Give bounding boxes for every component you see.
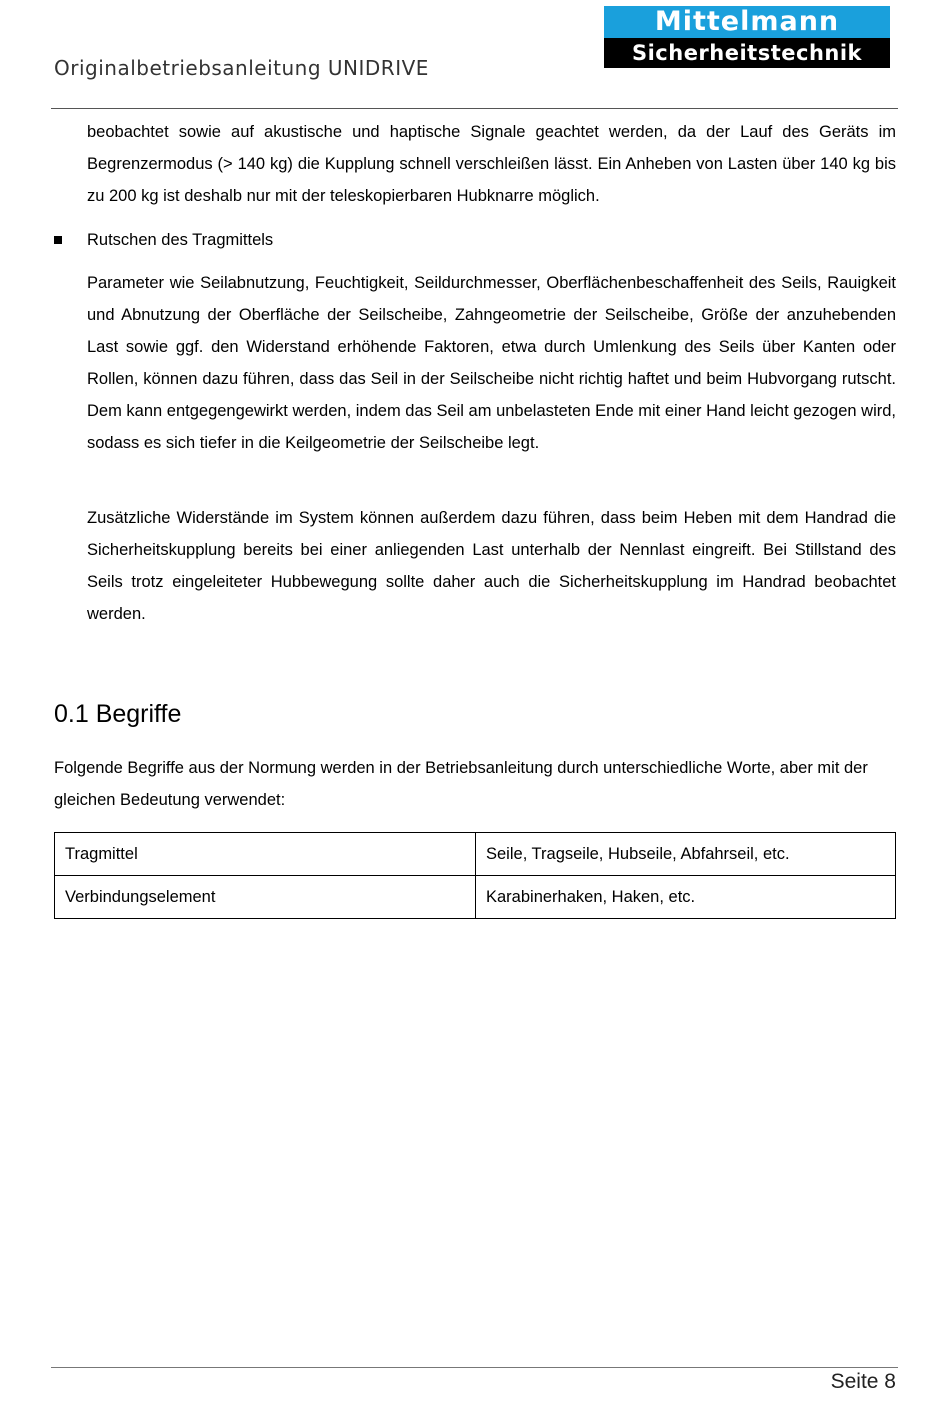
section-intro: Folgende Begriffe aus der Normung werden in der Betriebsanleitung durch unterschiedliche Worte, aber mit der gleichen Bedeutung verwendet: <box>54 759 868 809</box>
paragraph-additional-resistance: Zusätzliche Widerstände im System können außerdem dazu führen, dass beim Heben mit dem Handrad die Sicherheitskupplung bereits bei einer anliegenden Last unterhalb der Nennlast eingreift. Bei Stillstand des Seils trotz eingeleiteter Hubbewegung sollte daher auch die Sicherheitskupplung im Handrad beobachtet werden. <box>87 509 896 623</box>
logo-subtitle: Sicherheitstechnik <box>604 38 890 68</box>
company-logo <box>604 6 890 68</box>
square-bullet-icon <box>54 236 62 244</box>
term-cell: Tragmittel <box>55 833 476 876</box>
logo-brand-name: Mittelmann <box>604 6 890 38</box>
header-divider <box>51 108 898 109</box>
meaning-cell: Karabinerhaken, Haken, etc. <box>476 876 896 919</box>
bullet-item-label: Rutschen des Tragmittels <box>87 231 274 249</box>
paragraph-continuation: beobachtet sowie auf akustische und haptische Signale geachtet werden, da der Lauf des Geräts im Begrenzermodus (> 140 kg) die Kupplung schnell verschleißen lässt. Ein Anheben von Lasten über 140 kg bis zu 200 kg ist deshalb nur mit der teleskopierbaren Hubknarre möglich. <box>87 123 896 205</box>
page-number: Seite 8 <box>830 1370 896 1393</box>
footer-divider <box>51 1367 898 1368</box>
document-title: Originalbetriebsanleitung UNIDRIVE <box>54 56 429 80</box>
meaning-cell: Seile, Tragseile, Hubseile, Abfahrseil, etc. <box>476 833 896 876</box>
paragraph-parameters: Parameter wie Seilabnutzung, Feuchtigkeit, Seildurchmesser, Oberflächenbeschaffenheit des Seils, Rauigkeit und Abnutzung der Oberfläche der Seilscheibe, Zahngeometrie der Seilscheibe, Größe der anzuhebenden Last sowie ggf. den Widerstand erhöhende Faktoren, etwa durch Umlenkung des Seils über Kanten oder Rollen, können dazu führen, dass das Seil in der Seilscheibe nicht richtig haftet und beim Hubvorgang rutscht. Dem kann entgegengewirkt werden, indem das Seil am unbelasteten Ende mit einer Hand leicht gezogen wird, sodass es sich tiefer in die Keilgeometrie der Seilscheibe legt. <box>87 274 896 452</box>
table-row <box>55 833 896 876</box>
terms-table <box>54 832 896 919</box>
table-row <box>55 876 896 919</box>
section-heading: 0.1 Begriffe <box>54 700 182 728</box>
term-cell: Verbindungselement <box>55 876 476 919</box>
